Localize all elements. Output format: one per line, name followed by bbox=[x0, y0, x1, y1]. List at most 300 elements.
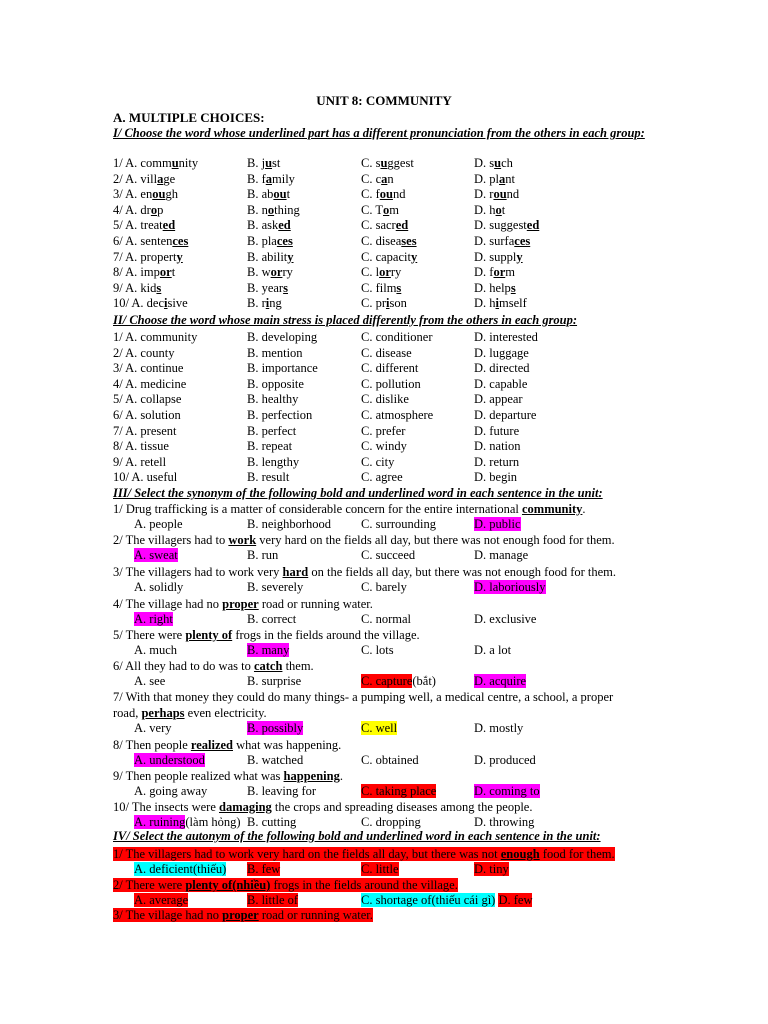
sentence-part: on the fields all day, but there was not enough food for them. bbox=[308, 565, 617, 579]
options-row bbox=[0, 547, 768, 563]
answer-option bbox=[474, 171, 515, 187]
question-sentence bbox=[113, 768, 343, 784]
option-text: a bbox=[265, 171, 272, 186]
option-text: D. help bbox=[474, 280, 511, 295]
option-text: D. suggest bbox=[474, 218, 527, 233]
option-text: B. little of bbox=[247, 893, 299, 907]
option-text: ou bbox=[152, 187, 166, 202]
option-text: i bbox=[164, 296, 168, 311]
sentence-part: 9/ Then people realized what was bbox=[113, 769, 284, 783]
option-text: i bbox=[265, 296, 270, 311]
answer-option: D. appear bbox=[474, 392, 523, 407]
option-text: C. pr bbox=[361, 296, 386, 311]
answer-option bbox=[113, 171, 175, 187]
answer-option bbox=[113, 155, 198, 171]
section-heading: A. MULTIPLE CHOICES: bbox=[113, 110, 265, 125]
option-text: B. w bbox=[247, 265, 271, 280]
option-text: C. l bbox=[361, 265, 380, 280]
question-row bbox=[0, 438, 768, 454]
option-text: B. ask bbox=[247, 218, 279, 233]
option-text: ge bbox=[163, 171, 176, 186]
sentence-part: 2/ The villagers had to bbox=[113, 533, 229, 547]
option-text: ed bbox=[278, 218, 291, 233]
option-text: t bbox=[286, 187, 291, 202]
option-text: sive bbox=[167, 296, 188, 311]
answer-option bbox=[113, 217, 175, 233]
option-text: D. tiny bbox=[474, 862, 509, 876]
answer-option bbox=[474, 720, 523, 736]
question-row bbox=[0, 155, 768, 171]
option-text: nity bbox=[178, 156, 199, 170]
option-text: C. T bbox=[361, 202, 383, 217]
answer-option bbox=[113, 202, 163, 218]
answer-option: 6/ A. solution bbox=[113, 408, 181, 422]
question-row bbox=[0, 360, 768, 376]
option-text: D. r bbox=[474, 187, 494, 202]
answer-option bbox=[113, 233, 188, 249]
answer-option: D. return bbox=[474, 454, 520, 469]
option-text: s bbox=[396, 280, 402, 295]
answer-option bbox=[247, 814, 296, 830]
part2-instruction: II/ Choose the word whose main stress is placed differently from the others in each group: bbox=[113, 313, 578, 327]
answer-option bbox=[361, 217, 408, 233]
option-text: or bbox=[379, 265, 391, 280]
option-text: m bbox=[389, 202, 399, 217]
answer-option bbox=[474, 783, 540, 799]
option-text: C. dropping bbox=[361, 815, 421, 829]
question-sentence bbox=[113, 627, 420, 643]
option-text: y bbox=[287, 249, 294, 264]
answer-option bbox=[247, 783, 316, 799]
answer-option bbox=[474, 673, 526, 689]
question-row bbox=[0, 280, 768, 296]
answer-option bbox=[247, 186, 290, 202]
question-sentence bbox=[113, 689, 613, 705]
option-text: D. produced bbox=[474, 753, 536, 767]
option-text: D. public bbox=[474, 517, 521, 531]
answer-option bbox=[361, 547, 415, 563]
answer-option bbox=[474, 516, 521, 532]
answer-option bbox=[474, 155, 513, 171]
answer-option bbox=[247, 295, 282, 311]
option-text: y bbox=[176, 249, 183, 264]
option-text: B. many bbox=[247, 643, 290, 657]
option-text: ces bbox=[514, 234, 531, 248]
answer-option: B. mention bbox=[247, 345, 303, 360]
option-text: D. h bbox=[474, 296, 496, 311]
option-text: 7/ A. propert bbox=[113, 249, 177, 264]
sentence-part: 3/ The villagers had to work very bbox=[113, 565, 283, 579]
sentence-part: community bbox=[521, 502, 583, 516]
answer-option: C. windy bbox=[361, 439, 407, 454]
answer-option bbox=[361, 673, 436, 689]
answer-option bbox=[247, 516, 331, 532]
option-text: D. surfa bbox=[474, 234, 515, 248]
option-text: B. watched bbox=[247, 753, 304, 767]
option-text: A. right bbox=[134, 612, 173, 626]
sentence-part: 8/ Then people bbox=[113, 738, 191, 752]
question-row bbox=[0, 202, 768, 218]
option-text: ed bbox=[162, 218, 176, 233]
option-text: 10/ A. dec bbox=[113, 296, 165, 311]
option-text: o bbox=[383, 202, 390, 217]
options-row bbox=[0, 861, 768, 877]
option-text: C. c bbox=[361, 171, 382, 186]
part3-instruction: III/ Select the synonym of the following bold and underlined word in each sentence in the unit: bbox=[113, 486, 603, 500]
answer-option bbox=[474, 186, 519, 202]
answer-option: D. capable bbox=[474, 376, 528, 391]
option-text: C. s bbox=[361, 156, 381, 170]
answer-option: B. healthy bbox=[247, 392, 299, 407]
option-text: a bbox=[157, 171, 164, 186]
option-text: C. surrounding bbox=[361, 517, 436, 531]
option-text: m bbox=[505, 265, 515, 280]
option-text: D. pl bbox=[474, 171, 499, 186]
option-text: C. capture bbox=[361, 674, 413, 688]
answer-option: 7/ A. present bbox=[113, 423, 177, 438]
option-text: nt bbox=[505, 171, 515, 186]
option-text: C. obtained bbox=[361, 753, 419, 767]
option-text: (bắt) bbox=[412, 674, 436, 688]
part4-instruction: IV/ Select the autonym of the following bold and underlined word in each sentence in the unit: bbox=[113, 829, 601, 843]
question-sentence bbox=[113, 877, 458, 893]
question-sentence bbox=[113, 799, 532, 815]
part1-instruction: I/ Choose the word whose underlined part has a different pronunciation from the others in each group: bbox=[113, 126, 645, 140]
option-text: 3/ A. en bbox=[113, 187, 153, 202]
question-sentence bbox=[113, 658, 314, 674]
option-text: C. succeed bbox=[361, 548, 416, 562]
sentence-part: happening bbox=[283, 769, 340, 783]
answer-option: D. begin bbox=[474, 470, 518, 485]
option-text: t bbox=[171, 265, 176, 280]
answer-option bbox=[247, 547, 278, 563]
option-text: D. f bbox=[474, 265, 494, 280]
page-title: UNIT 8: COMMUNITY bbox=[316, 93, 452, 108]
question-row bbox=[0, 407, 768, 423]
sentence-part: them. bbox=[282, 659, 314, 673]
option-text: D. few bbox=[498, 893, 533, 907]
option-text: thing bbox=[274, 202, 300, 217]
sentence-part: even electricity. bbox=[184, 706, 267, 720]
answer-option: B. repeat bbox=[247, 439, 293, 454]
answer-option: D. interested bbox=[474, 330, 538, 344]
question-row bbox=[0, 264, 768, 280]
answer-option bbox=[247, 673, 301, 689]
option-text: B. year bbox=[247, 280, 284, 295]
sentence-part: plenty of bbox=[185, 628, 233, 642]
answer-option bbox=[361, 892, 532, 908]
sentence-part: hard bbox=[282, 565, 309, 579]
option-text: C. little bbox=[361, 862, 399, 876]
question-row bbox=[0, 423, 768, 439]
option-text: u bbox=[171, 156, 179, 170]
option-text: 9/ A. kid bbox=[113, 280, 157, 295]
option-text: C. normal bbox=[361, 612, 411, 626]
answer-option: B. opposite bbox=[247, 376, 304, 391]
answer-option bbox=[361, 202, 399, 218]
answer-option: D. nation bbox=[474, 439, 521, 454]
option-text: D. s bbox=[474, 156, 495, 170]
answer-option bbox=[361, 249, 417, 265]
sentence-part: 2/ There were bbox=[113, 878, 186, 892]
option-text: A. ruining bbox=[134, 815, 186, 829]
answer-option bbox=[247, 202, 300, 218]
option-text: 1/ A. comm bbox=[113, 156, 172, 170]
sentence-part: road or running water. bbox=[258, 908, 373, 922]
answer-option bbox=[113, 186, 178, 202]
answer-option bbox=[134, 547, 178, 563]
option-text: ces bbox=[172, 234, 189, 248]
answer-option bbox=[134, 783, 207, 799]
option-text: B. few bbox=[247, 862, 281, 876]
answer-option: B. importance bbox=[247, 361, 318, 376]
option-text: B. surprise bbox=[247, 674, 302, 688]
answer-option bbox=[247, 217, 291, 233]
option-text: C. film bbox=[361, 280, 397, 295]
sentence-part: 1/ Drug trafficking is a matter of considerable concern for the entire international bbox=[113, 502, 522, 516]
option-text: ses bbox=[401, 234, 417, 248]
question-sentence bbox=[113, 907, 373, 923]
answer-option bbox=[134, 752, 205, 768]
question-row bbox=[0, 171, 768, 187]
option-text: C. lots bbox=[361, 643, 394, 657]
question-row bbox=[0, 391, 768, 407]
options-row bbox=[0, 579, 768, 595]
option-text: i bbox=[495, 296, 500, 311]
option-text: mself bbox=[499, 296, 527, 311]
answer-option bbox=[474, 579, 546, 595]
answer-option: 1/ A. community bbox=[113, 330, 198, 344]
answer-option bbox=[113, 280, 161, 296]
question-row bbox=[0, 376, 768, 392]
answer-option bbox=[247, 249, 294, 265]
options-row bbox=[0, 720, 768, 736]
option-text: ry bbox=[390, 265, 402, 280]
option-text: D. throwing bbox=[474, 815, 535, 829]
answer-option bbox=[113, 264, 175, 280]
option-text: C. sacr bbox=[361, 218, 396, 233]
answer-option bbox=[474, 642, 511, 658]
answer-option bbox=[361, 280, 401, 296]
answer-option bbox=[134, 611, 173, 627]
answer-option bbox=[474, 752, 536, 768]
answer-option bbox=[361, 611, 411, 627]
question-row bbox=[0, 329, 768, 345]
option-text: or bbox=[159, 265, 172, 280]
options-row bbox=[0, 814, 768, 830]
answer-option bbox=[474, 814, 534, 830]
answer-option: C. agree bbox=[361, 470, 403, 485]
option-text: mily bbox=[272, 171, 295, 186]
option-text: A. understood bbox=[134, 753, 205, 767]
answer-option bbox=[247, 280, 288, 296]
option-text: u bbox=[265, 156, 273, 170]
option-text: B. correct bbox=[247, 612, 297, 626]
answer-option bbox=[361, 783, 436, 799]
option-text: y bbox=[516, 249, 523, 264]
option-text: ed bbox=[526, 218, 540, 233]
sentence-part: plenty of(nhiều) bbox=[185, 878, 271, 892]
answer-option bbox=[134, 892, 188, 908]
option-text: A. going away bbox=[134, 784, 208, 798]
option-text: ou bbox=[493, 187, 507, 202]
sentence-part: damaging bbox=[219, 800, 272, 814]
option-text: son bbox=[389, 296, 407, 311]
option-text: s bbox=[156, 280, 162, 295]
sentence-part: perhaps bbox=[141, 706, 185, 720]
answer-option bbox=[134, 579, 183, 595]
answer-option: D. future bbox=[474, 423, 520, 438]
option-text: C. taking place bbox=[361, 784, 437, 798]
answer-option: B. perfect bbox=[247, 423, 297, 438]
options-row bbox=[0, 516, 768, 532]
options-row bbox=[0, 783, 768, 799]
answer-option bbox=[474, 217, 539, 233]
answer-option bbox=[134, 516, 183, 532]
question-row bbox=[0, 233, 768, 249]
answer-option: B. result bbox=[247, 470, 290, 485]
answer-option bbox=[113, 249, 183, 265]
answer-option: 9/ A. retell bbox=[113, 454, 167, 469]
option-text: C. f bbox=[361, 187, 380, 202]
answer-option bbox=[134, 673, 165, 689]
option-text: s bbox=[283, 280, 288, 295]
option-text: i bbox=[386, 296, 390, 311]
answer-option bbox=[134, 720, 172, 736]
answer-option bbox=[474, 264, 515, 280]
option-text: D. a lot bbox=[474, 643, 512, 657]
answer-option bbox=[247, 642, 289, 658]
option-text: A. very bbox=[134, 721, 172, 735]
answer-option bbox=[247, 233, 293, 249]
question-sentence bbox=[113, 596, 373, 612]
option-text: st bbox=[272, 156, 281, 170]
sentence-part: 1/ The villagers had to work very hard on the fields all day, but there was not bbox=[113, 847, 501, 861]
answer-option: 8/ A. tissue bbox=[113, 439, 169, 454]
sentence-part: proper bbox=[222, 908, 259, 922]
answer-option bbox=[361, 264, 401, 280]
answer-option bbox=[474, 611, 536, 627]
option-text: B. f bbox=[247, 171, 266, 186]
answer-option: C. dislike bbox=[361, 392, 409, 407]
sentence-part: realized bbox=[190, 738, 233, 752]
option-text: a bbox=[499, 171, 506, 186]
option-text: u bbox=[494, 156, 502, 170]
option-text: A. solidly bbox=[134, 580, 184, 594]
answer-option bbox=[361, 186, 405, 202]
question-row bbox=[0, 454, 768, 470]
option-text: C. disea bbox=[361, 234, 402, 248]
sentence-part: . bbox=[582, 502, 586, 516]
option-text: ry bbox=[282, 265, 293, 280]
answer-option bbox=[247, 611, 296, 627]
sentence-part: what was happening. bbox=[233, 738, 342, 752]
sentence-part: 10/ The insects were bbox=[113, 800, 219, 814]
option-text: C. shortage of(thiếu cái gì) bbox=[361, 893, 496, 907]
option-text: D. h bbox=[474, 202, 496, 217]
answer-option bbox=[134, 642, 177, 658]
option-text: B. neighborhood bbox=[247, 517, 332, 531]
option-text: B. ab bbox=[247, 187, 274, 202]
option-text: C. well bbox=[361, 721, 398, 735]
answer-option bbox=[474, 233, 530, 249]
answer-option bbox=[247, 720, 303, 736]
answer-option: D. directed bbox=[474, 361, 530, 376]
answer-option bbox=[134, 814, 241, 830]
option-text: ng bbox=[269, 296, 282, 311]
answer-option bbox=[361, 642, 394, 658]
option-text: 8/ A. imp bbox=[113, 265, 160, 280]
option-text: ch bbox=[501, 156, 513, 170]
option-text: 6/ A. senten bbox=[113, 234, 173, 248]
sentence-part: work bbox=[228, 533, 257, 547]
option-text: t bbox=[501, 202, 506, 217]
option-text: or bbox=[493, 265, 506, 280]
answer-option bbox=[247, 752, 303, 768]
sentence-part: 5/ There were bbox=[113, 628, 186, 642]
answer-option bbox=[474, 249, 523, 265]
sentence-part: food for them. bbox=[539, 847, 615, 861]
question-row bbox=[0, 249, 768, 265]
option-text: D. laboriously bbox=[474, 580, 546, 594]
option-text: ou bbox=[273, 187, 287, 202]
answer-option: D. luggage bbox=[474, 345, 529, 360]
answer-option bbox=[247, 892, 298, 908]
option-text: nd bbox=[392, 187, 406, 202]
answer-option bbox=[113, 295, 188, 311]
option-text: ces bbox=[276, 234, 293, 248]
option-text: u bbox=[380, 156, 388, 170]
option-text: C. capacit bbox=[361, 249, 411, 264]
option-text: 4/ A. dr bbox=[113, 202, 151, 217]
answer-option: B. developing bbox=[247, 330, 318, 344]
answer-option bbox=[361, 579, 407, 595]
option-text: nd bbox=[506, 187, 520, 202]
answer-option bbox=[247, 155, 280, 171]
answer-option bbox=[247, 861, 280, 877]
option-text: A. see bbox=[134, 674, 166, 688]
option-text: B. possibly bbox=[247, 721, 304, 735]
answer-option: C. pollution bbox=[361, 376, 421, 391]
sentence-part: very hard on the fields all day, but there was not enough food for them. bbox=[256, 533, 615, 547]
option-text: B. n bbox=[247, 202, 268, 217]
option-text: ed bbox=[395, 218, 409, 233]
answer-option bbox=[474, 547, 528, 563]
sentence-part: . bbox=[339, 769, 343, 783]
question-row bbox=[0, 345, 768, 361]
option-text: ou bbox=[379, 187, 393, 202]
sentence-part: catch bbox=[253, 659, 283, 673]
question-sentence bbox=[113, 737, 341, 753]
answer-option bbox=[474, 295, 527, 311]
option-text: gh bbox=[165, 187, 178, 202]
option-text: D. manage bbox=[474, 548, 529, 562]
sentence-part: 4/ The village had no bbox=[113, 597, 223, 611]
option-text: A. much bbox=[134, 643, 178, 657]
option-text: B. severely bbox=[247, 580, 304, 594]
option-text: D. suppl bbox=[474, 249, 517, 264]
answer-option: B. perfection bbox=[247, 408, 313, 422]
question-sentence bbox=[113, 705, 267, 721]
question-sentence bbox=[113, 532, 615, 548]
sentence-part: road, bbox=[113, 706, 142, 720]
sentence-part: road or running water. bbox=[258, 597, 373, 611]
answer-option: C. different bbox=[361, 361, 419, 376]
option-text: D. acquire bbox=[474, 674, 527, 688]
answer-option bbox=[361, 752, 419, 768]
answer-option: 2/ A. county bbox=[113, 345, 175, 360]
option-text: A. sweat bbox=[134, 548, 178, 562]
